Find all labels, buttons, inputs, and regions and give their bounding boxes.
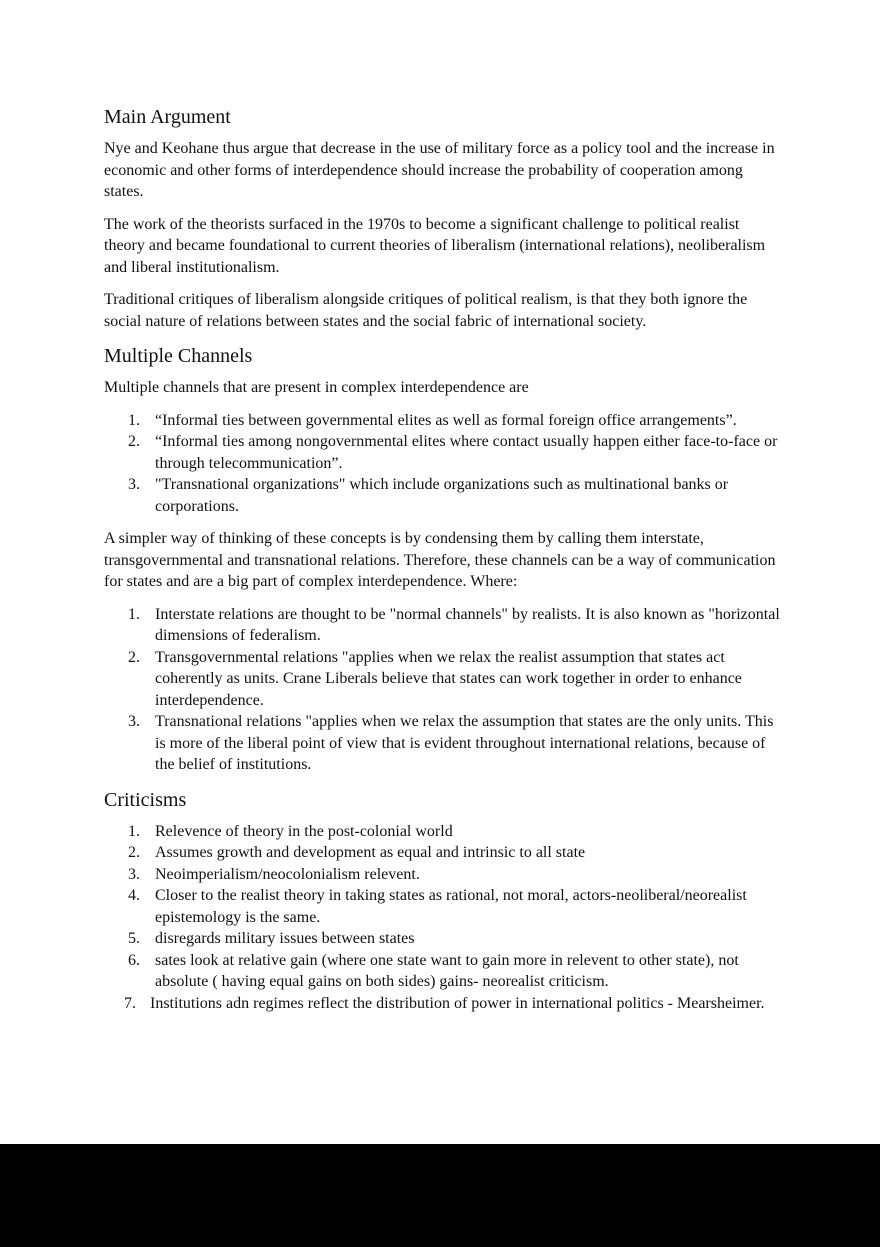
list-item (104, 410, 780, 432)
section-criticisms (104, 787, 780, 1015)
list-item (104, 993, 780, 1015)
list-number: 2. (128, 648, 140, 666)
list-item-text: disregards military issues between states (155, 930, 415, 947)
list-number: 3. (128, 476, 140, 493)
list-item-text: Relevence of theory in the post-colonial world (155, 822, 453, 840)
list-number: 1. (128, 605, 140, 623)
relations-list (104, 604, 780, 776)
list-item-text: Closer to the realist theory in taking states as rational, not moral, actors-neoliberal/neorealist epistemology is the same. (155, 887, 747, 926)
list-item-text: “Informal ties between governmental elites as well as formal foreign office arrangements”. (155, 411, 737, 429)
list-number: 5. (128, 930, 140, 947)
list-item (104, 950, 780, 993)
document-content (104, 104, 780, 1025)
list-number: 2. (128, 844, 140, 861)
paragraph: Traditional critiques of liberalism alongside critiques of political realism, is that they both ignore the social nature of relations between states and the social fabric of international society. (104, 291, 748, 330)
list-number: 2. (128, 433, 140, 450)
list-item (104, 864, 780, 886)
heading-main-argument: Main Argument (104, 106, 231, 128)
paragraph: The work of the theorists surfaced in the 1970s to become a significant challenge to political realist theory and became foundational to current theories of liberalism (international relations), neoliberalism and liberal institutionalism. (104, 215, 766, 276)
list-item-text: “Informal ties among nongovernmental elites where contact usually happen either face-to-face or through telecommunication”. (155, 433, 778, 472)
list-item (104, 885, 780, 928)
heading-multiple-channels: Multiple Channels (104, 345, 253, 367)
list-item (104, 842, 780, 864)
list-item-text: Assumes growth and development as equal and intrinsic to all state (155, 844, 586, 861)
paragraph: A simpler way of thinking of these concepts is by condensing them by calling them interstate, transgovernmental and transnational relations. Therefore, these channels can be a way of communication for states and are a big part of complex interdependence. Where: (104, 530, 776, 590)
list-item-text: sates look at relative gain (where one state want to gain more in relevent to other state), not absolute ( having equal gains on both sides) gains- neorealist criticism. (155, 951, 739, 990)
list-number: 3. (128, 865, 140, 883)
paragraph: Nye and Keohane thus argue that decrease in the use of military force as a policy tool and the increase in economic and other forms of interdependence should increase the probability of cooperation among states. (104, 140, 775, 200)
list-item-text: "Transnational organizations" which include organizations such as multinational banks or corporations. (155, 476, 729, 515)
list-item (104, 474, 780, 517)
list-item (104, 821, 780, 843)
list-number: 1. (128, 822, 140, 840)
list-number: 4. (128, 887, 140, 904)
bottom-black-band (0, 1144, 880, 1247)
list-item (104, 711, 780, 776)
list-item-text: Interstate relations are thought to be "normal channels" by realists. It is also known as "horizontal dimensions of federalism. (155, 605, 780, 644)
list-number: 1. (128, 411, 140, 429)
section-multiple-channels (104, 343, 780, 776)
list-number: 7. (124, 994, 136, 1012)
list-item (104, 647, 780, 712)
list-item-text: Neoimperialism/neocolonialism relevent. (155, 865, 420, 883)
list-item-text: Institutions adn regimes reflect the distribution of power in international politics - Mearsheimer. (150, 994, 765, 1012)
list-item (104, 604, 780, 647)
paragraph-intro: Multiple channels that are present in complex interdependence are (104, 379, 529, 396)
channels-list (104, 410, 780, 518)
list-item-text: Transnational relations "applies when we relax the assumption that states are the only units. This is more of the liberal point of view that is evident throughout international relations, because of the belief of institutions. (155, 713, 774, 773)
list-number: 6. (128, 951, 140, 969)
criticisms-list (104, 821, 780, 1015)
list-item-text: Transgovernmental relations "applies when we relax the realist assumption that states act coherently as units. Crane Liberals believe that states can work together in order to enhance interdependence. (155, 648, 742, 709)
list-item (104, 431, 780, 474)
section-main-argument (104, 104, 780, 332)
list-item (104, 928, 780, 950)
list-number: 3. (128, 713, 140, 730)
heading-criticisms: Criticisms (104, 788, 187, 811)
